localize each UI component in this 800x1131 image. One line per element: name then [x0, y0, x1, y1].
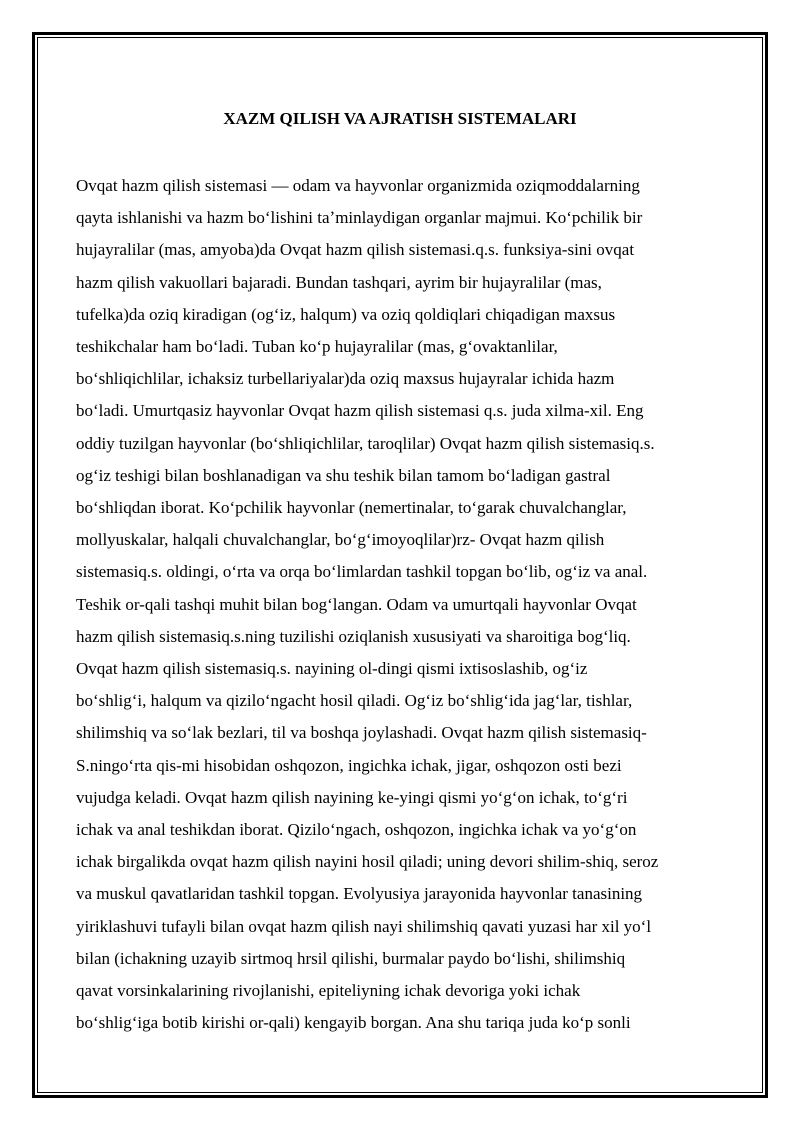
- text-line: shilimshiq va soʻlak bezlari, til va boshqa joylashadi. Ovqat hazm qilish sistemasiq-: [76, 723, 647, 743]
- text-line: Teshik or-qali tashqi muhit bilan bogʻlangan. Odam va umurtqali hayvonlar Ovqat: [76, 594, 637, 614]
- text-line: teshikchalar ham boʻladi. Tuban koʻp hujayralilar (mas, gʻovaktanlilar,: [76, 337, 558, 357]
- text-line: oddiy tuzilgan hayvonlar (boʻshliqichlilar, taroqlilar) Ovqat hazm qilish sistemasiq.s.: [76, 433, 655, 453]
- body-paragraph: [76, 170, 736, 1039]
- text-line: ichak birgalikda ovqat hazm qilish nayini hosil qiladi; uning devori shilim-shiq, seroz: [76, 852, 659, 872]
- text-line: hujayralilar (mas, amyoba)da Ovqat hazm qilish sistemasi.q.s. funksiya-sini ovqat: [76, 240, 635, 260]
- text-line: boʻshligʻi, halqum va qiziloʻngacht hosil qiladi. Ogʻiz boʻshligʻida jagʻlar, tishlar,: [76, 691, 633, 711]
- page-title: XAZM QILISH VA AJRATISH SISTEMALARI: [223, 109, 577, 128]
- text-line: boʻladi. Umurtqasiz hayvonlar Ovqat hazm qilish sistemasi q.s. juda xilma-xil. Eng: [76, 401, 644, 421]
- text-line: qayta ishlanishi va hazm boʻlishini taʼminlaydigan organlar majmui. Koʻpchilik bir: [76, 208, 643, 228]
- text-line: yiriklashuvi tufayli bilan ovqat hazm qilish nayi shilimshiq qavati yuzasi har xil yoʻl: [76, 916, 652, 936]
- text-line: tufelka)da oziq kiradigan (ogʻiz, halqum) va oziq qoldiqlari chiqadigan maxsus: [76, 304, 616, 324]
- text-line: boʻshligʻiga botib kirishi or-qali) kengayib borgan. Ana shu tariqa juda koʻp sonli: [76, 1013, 631, 1033]
- text-line: Ovqat hazm qilish sistemasiq.s. nayining ol-dingi qismi ixtisoslashib, ogʻiz: [76, 659, 588, 679]
- text-line: hazm qilish vakuollari bajaradi. Bundan tashqari, ayrim bir hujayralilar (mas,: [76, 272, 602, 292]
- text-line: Ovqat hazm qilish sistemasi — odam va hayvonlar organizmida oziqmoddalarning: [76, 176, 640, 195]
- text-line: sistemasiq.s. oldingi, oʻrta va orqa boʻlimlardan tashkil topgan boʻlib, ogʻiz va anal.: [76, 562, 648, 582]
- text-line: ogʻiz teshigi bilan boshlanadigan va shu teshik bilan tamom boʻladigan gastral: [76, 465, 611, 485]
- text-line: qavat vorsinkalarining rivojlanishi, epiteliyning ichak devoriga yoki ichak: [76, 981, 581, 1001]
- text-line: hazm qilish sistemasiq.s.ning tuzilishi oziqlanish xususiyati va sharoitiga bogʻliq.: [76, 626, 631, 646]
- text-line: S.ningoʻrta qis-mi hisobidan oshqozon, ingichka ichak, jigar, oshqozon osti bezi: [76, 755, 622, 775]
- text-line: vujudga keladi. Ovqat hazm qilish nayining ke-yingi qismi yoʻgʻon ichak, toʻgʻri: [76, 787, 628, 807]
- text-line: va muskul qavatlaridan tashkil topgan. Evolyusiya jarayonida hayvonlar tanasining: [76, 884, 643, 904]
- text-line: bilan (ichakning uzayib sirtmoq hrsil qilishi, burmalar paydo boʻlishi, shilimshiq: [76, 948, 626, 968]
- text-line: mollyuskalar, halqali chuvalchanglar, boʻgʻimoyoqlilar)rz- Ovqat hazm qilish: [76, 530, 605, 550]
- text-line: ichak va anal teshikdan iborat. Qiziloʻngach, oshqozon, ingichka ichak va yoʻgʻon: [76, 820, 637, 840]
- text-line: boʻshliqdan iborat. Koʻpchilik hayvonlar (nemertinalar, toʻgarak chuvalchanglar,: [76, 498, 627, 518]
- text-line: boʻshliqichlilar, ichaksiz turbellariyalar)da oziq maxsus hujayralar ichida hazm: [76, 369, 615, 389]
